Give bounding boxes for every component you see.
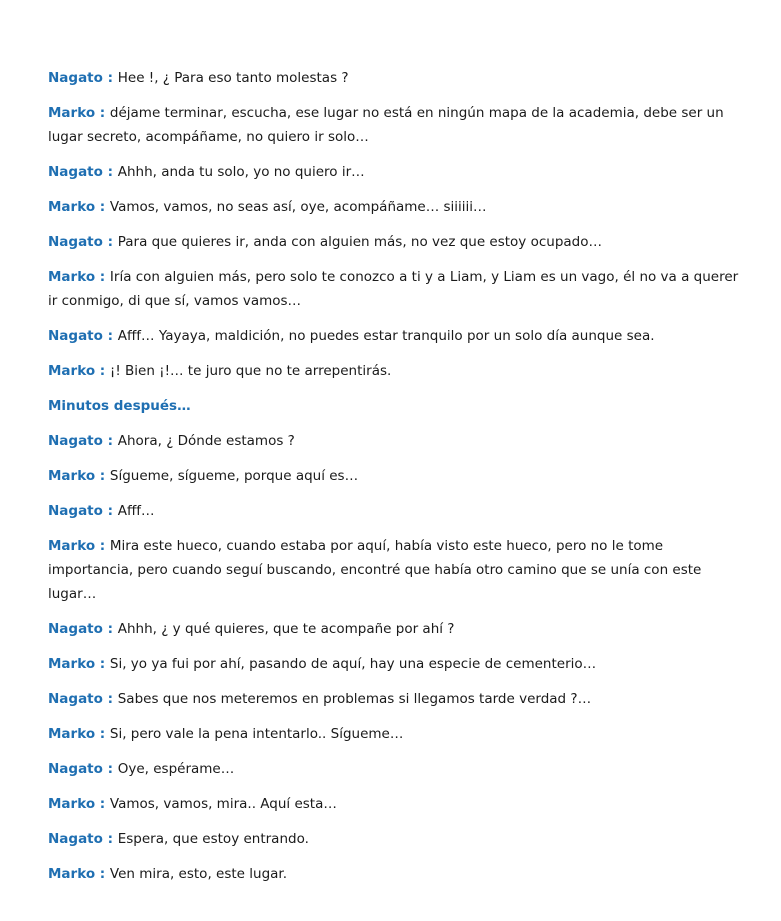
dialogue-text: Afff… Yayaya, maldición, no puedes estar tranquilo por un solo día aunque sea. xyxy=(117,328,655,344)
speaker-name: Marko xyxy=(48,105,96,121)
speaker-name: Marko xyxy=(48,656,96,672)
dialogue-line xyxy=(48,617,748,641)
dialogue-text: Hee !, ¿ Para eso tanto molestas ? xyxy=(117,70,349,86)
speaker-separator: : xyxy=(102,433,118,449)
speaker-separator: : xyxy=(95,538,110,554)
dialogue-text: Para que quieres ir, anda con alguien más, no vez que estoy ocupado… xyxy=(117,234,602,250)
speaker-separator: : xyxy=(95,363,110,379)
dialogue-line xyxy=(48,195,748,219)
speaker-separator: : xyxy=(95,726,110,742)
speaker-name: Nagato xyxy=(48,70,103,86)
speaker-separator: : xyxy=(95,199,110,215)
speaker-name: Nagato xyxy=(48,621,103,637)
dialogue-text: Vamos, vamos, no seas así, oye, acompáñame… siiiiii… xyxy=(109,199,487,215)
dialogue-line xyxy=(48,499,748,523)
dialogue-document xyxy=(48,66,748,897)
dialogue-line xyxy=(48,324,748,348)
speaker-name: Marko xyxy=(48,363,96,379)
speaker-separator: : xyxy=(95,796,110,812)
dialogue-line xyxy=(48,464,748,488)
speaker-name: Marko xyxy=(48,269,96,285)
dialogue-line xyxy=(48,862,748,886)
dialogue-line xyxy=(48,66,748,90)
dialogue-text: Si, yo ya fui por ahí, pasando de aquí, hay una especie de cementerio… xyxy=(109,656,597,672)
dialogue-line xyxy=(48,792,748,816)
dialogue-line xyxy=(48,534,748,606)
dialogue-line xyxy=(48,101,748,149)
speaker-separator: : xyxy=(102,761,118,777)
speaker-separator: : xyxy=(102,164,118,180)
speaker-separator: : xyxy=(95,866,110,882)
dialogue-text: Ahhh, ¿ y qué quieres, que te acompañe por ahí ? xyxy=(117,621,455,637)
speaker-separator: : xyxy=(102,621,118,637)
dialogue-line xyxy=(48,757,748,781)
speaker-name: Nagato xyxy=(48,234,103,250)
dialogue-line xyxy=(48,429,748,453)
speaker-name: Nagato xyxy=(48,164,103,180)
speaker-separator: : xyxy=(102,831,118,847)
speaker-name: Marko xyxy=(48,468,96,484)
dialogue-text: déjame terminar, escucha, ese lugar no está en ningún mapa de la academia, debe ser un lugar secreto, acompáñame, no quiero ir solo… xyxy=(48,105,724,145)
speaker-name: Nagato xyxy=(48,433,103,449)
dialogue-text: Ven mira, esto, este lugar. xyxy=(109,866,288,882)
dialogue-text: Vamos, vamos, mira.. Aquí esta… xyxy=(109,796,337,812)
dialogue-text: Mira este hueco, cuando estaba por aquí, había visto este hueco, pero no le tome importancia, pero cuando seguí buscando, encontré que había otro camino que se unía con este lugar… xyxy=(48,538,702,602)
dialogue-text: Si, pero vale la pena intentarlo.. Sígueme… xyxy=(109,726,404,742)
dialogue-line xyxy=(48,687,748,711)
speaker-name: Nagato xyxy=(48,328,103,344)
dialogue-text: Oye, espérame… xyxy=(117,761,235,777)
speaker-separator: : xyxy=(102,70,118,86)
speaker-name: Marko xyxy=(48,199,96,215)
speaker-separator: : xyxy=(95,656,110,672)
dialogue-line xyxy=(48,359,748,383)
speaker-separator: : xyxy=(102,691,118,707)
dialogue-line xyxy=(48,160,748,184)
speaker-separator: : xyxy=(102,234,118,250)
speaker-name: Nagato xyxy=(48,831,103,847)
speaker-name: Marko xyxy=(48,726,96,742)
speaker-name: Nagato xyxy=(48,503,103,519)
speaker-name: Marko xyxy=(48,538,96,554)
dialogue-line xyxy=(48,827,748,851)
speaker-separator: : xyxy=(95,468,110,484)
dialogue-text: Ahhh, anda tu solo, yo no quiero ir… xyxy=(117,164,365,180)
dialogue-text: Afff… xyxy=(117,503,155,519)
dialogue-line xyxy=(48,230,748,254)
dialogue-text: Ahora, ¿ Dónde estamos ? xyxy=(117,433,295,449)
speaker-separator: : xyxy=(95,105,110,121)
dialogue-text: Espera, que estoy entrando. xyxy=(117,831,309,847)
dialogue-text: ¡! Bien ¡!… te juro que no te arrepentirás. xyxy=(109,363,392,379)
dialogue-text: Sabes que nos meteremos en problemas si llegamos tarde verdad ?… xyxy=(117,691,592,707)
dialogue-text: Iría con alguien más, pero solo te conozco a ti y a Liam, y Liam es un vago, él no va a querer ir conmigo, di que sí, vamos vamos… xyxy=(48,269,739,309)
speaker-name: Marko xyxy=(48,866,96,882)
speaker-separator: : xyxy=(95,269,110,285)
dialogue-line xyxy=(48,652,748,676)
speaker-separator: : xyxy=(102,503,118,519)
narration-line: Minutos después… xyxy=(48,398,191,414)
speaker-name: Nagato xyxy=(48,691,103,707)
dialogue-text: Sígueme, sígueme, porque aquí es… xyxy=(109,468,359,484)
speaker-separator: : xyxy=(102,328,118,344)
speaker-name: Nagato xyxy=(48,761,103,777)
dialogue-line xyxy=(48,722,748,746)
speaker-name: Marko xyxy=(48,796,96,812)
dialogue-line xyxy=(48,265,748,313)
